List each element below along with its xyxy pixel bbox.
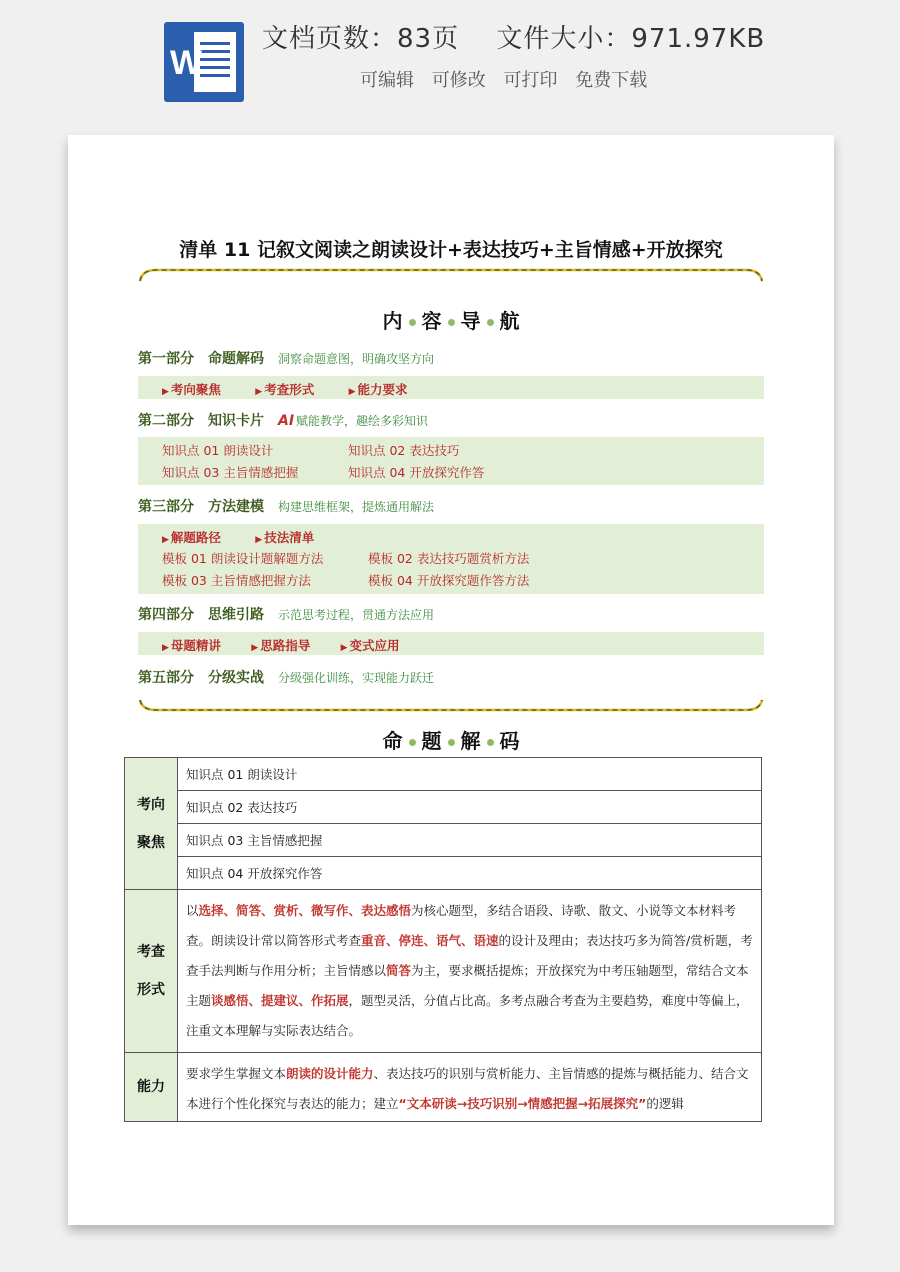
feature-free-download: 免费下载 bbox=[575, 70, 648, 91]
word-document-icon bbox=[164, 22, 244, 102]
table-row bbox=[125, 824, 762, 857]
knowledge-row-1 bbox=[162, 441, 459, 459]
word-letter: W bbox=[170, 44, 203, 82]
ability-paragraph: 要求学生掌握文本朗读的设计能力、表达技巧的识别与赏析能力、主旨情感的提炼与概括能力、结合文本进行个性化探究与表达的能力；建立“文本研读→技巧识别→情感把握→拓展探究”的逻辑 bbox=[178, 1053, 762, 1122]
focus-item-2: 知识点 02 表达技巧 bbox=[178, 791, 762, 824]
content-nav-heading: 内 容 导 航 bbox=[382, 309, 520, 333]
link-technique-list[interactable]: ▶ 技法清单 bbox=[255, 530, 315, 545]
label-focus: 考向 聚焦 bbox=[125, 758, 178, 890]
table-row bbox=[125, 857, 762, 890]
section-heading-decode: 命 题 解 码 bbox=[382, 729, 520, 753]
part-2-band bbox=[138, 437, 764, 485]
bottom-divider bbox=[138, 697, 764, 713]
knowledge-row-2 bbox=[162, 463, 484, 481]
link-template-02[interactable]: 模板 02 表达技巧题赏析方法 bbox=[368, 551, 530, 566]
form-paragraph: 以选择、简答、赏析、微写作、表达感悟为核心题型，多结合语段、诗歌、散文、小说等文本材料考查。朗读设计常以简答形式考查重音、停连、语气、语速的设计及理由；表达技巧多为简答/赏析题，考查手法判断与作用分析；主旨情感以简答为主，要求概括提炼；开放探究为中考压轴题型，常结合文本主题谈感悟、提建议、作拓展，题型灵活，分值占比高。多考点融合考查为主要趋势，难度中等偏上，注重文本理解与实际表达结合。 bbox=[178, 890, 762, 1053]
link-mother-question[interactable]: ▶ 母题精讲 bbox=[162, 638, 221, 653]
feature-list bbox=[360, 66, 647, 92]
part-4-heading: 第四部分 思维引路 示范思考过程，贯通方法应用 bbox=[138, 607, 435, 623]
focus-item-4: 知识点 04 开放探究作答 bbox=[178, 857, 762, 890]
label-form: 考查 形式 bbox=[125, 890, 178, 1053]
part-1-links bbox=[162, 380, 408, 398]
link-knowledge-02[interactable]: 知识点 02 表达技巧 bbox=[348, 443, 460, 458]
table-row bbox=[125, 1053, 762, 1122]
link-thinking-guide[interactable]: ▶ 思路指导 bbox=[251, 638, 311, 653]
document-meta bbox=[262, 18, 765, 55]
link-template-01[interactable]: 模板 01 朗读设计题解题方法 bbox=[162, 551, 324, 566]
link-solution-path[interactable]: ▶ 解题路径 bbox=[162, 530, 221, 545]
decode-table bbox=[124, 757, 762, 1122]
part-5-heading: 第五部分 分级实战 分级强化训练，实现能力跃迁 bbox=[138, 670, 435, 686]
part-2-heading: 第二部分 知识卡片 AI 赋能教学，趣绘多彩知识 bbox=[138, 413, 429, 429]
document-page bbox=[68, 135, 834, 1225]
link-focus[interactable]: ▶ 考向聚焦 bbox=[162, 382, 221, 397]
table-row bbox=[125, 791, 762, 824]
link-template-03[interactable]: 模板 03 主旨情感把握方法 bbox=[162, 573, 311, 588]
feature-editable: 可编辑 bbox=[360, 70, 414, 91]
part-1-heading: 第一部分 命题解码 洞察命题意图，明确攻坚方向 bbox=[138, 351, 435, 367]
feature-printable: 可打印 bbox=[503, 70, 558, 91]
link-knowledge-04[interactable]: 知识点 04 开放探究作答 bbox=[348, 465, 485, 480]
table-row bbox=[125, 758, 762, 791]
feature-modifiable: 可修改 bbox=[431, 70, 486, 91]
method-links bbox=[162, 528, 314, 546]
label-ability: 能力 bbox=[125, 1053, 178, 1122]
template-row-2 bbox=[162, 571, 529, 589]
link-knowledge-01[interactable]: 知识点 01 朗读设计 bbox=[162, 443, 274, 458]
part-1-band bbox=[138, 376, 764, 399]
document-title: 清单 11 记叙文阅读之朗读设计+表达技巧+主旨情感+开放探究 bbox=[179, 239, 723, 261]
focus-item-3: 知识点 03 主旨情感把握 bbox=[178, 824, 762, 857]
part-3-heading: 第三部分 方法建模 构建思维框架，提炼通用解法 bbox=[138, 499, 435, 515]
file-size: 文件大小：971.97KB bbox=[496, 24, 766, 54]
top-divider bbox=[138, 267, 764, 283]
link-knowledge-03[interactable]: 知识点 03 主旨情感把握 bbox=[162, 465, 299, 480]
part-4-band bbox=[138, 632, 764, 655]
link-template-04[interactable]: 模板 04 开放探究题作答方法 bbox=[368, 573, 530, 588]
table-row bbox=[125, 890, 762, 1053]
page-count: 文档页数：83页 bbox=[262, 24, 460, 54]
link-ability[interactable]: ▶ 能力要求 bbox=[348, 382, 408, 397]
link-form[interactable]: ▶ 考查形式 bbox=[255, 382, 315, 397]
template-row-1 bbox=[162, 549, 529, 567]
download-banner bbox=[0, 0, 900, 128]
focus-item-1: 知识点 01 朗读设计 bbox=[178, 758, 762, 791]
part-4-links bbox=[162, 636, 400, 654]
part-3-band bbox=[138, 524, 764, 594]
link-variant-application[interactable]: ▶ 变式应用 bbox=[340, 638, 400, 653]
